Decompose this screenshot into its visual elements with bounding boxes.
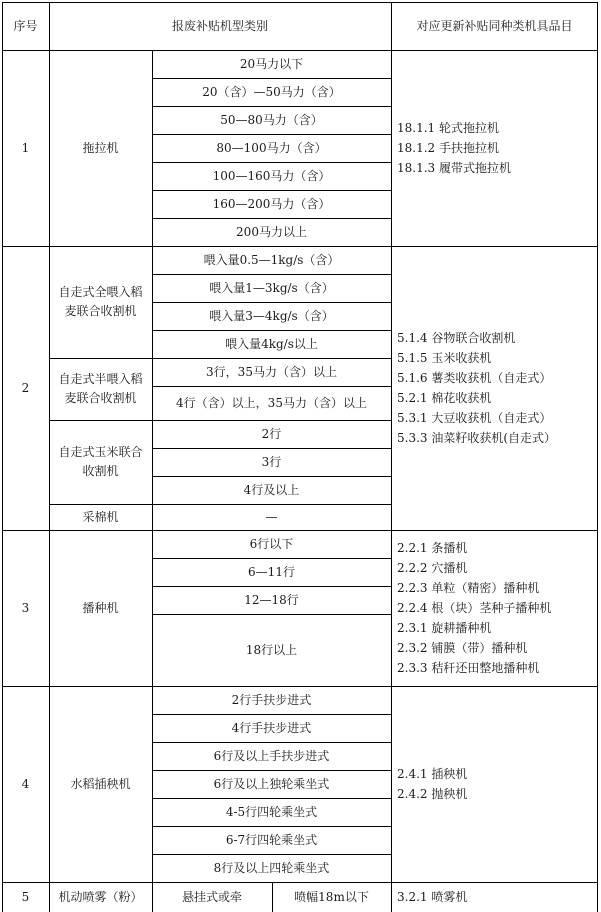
spec-divider bbox=[152, 448, 391, 449]
item-line: 2.2.3 单粒（精密）播种机 bbox=[397, 581, 540, 595]
item-line: 5.1.4 谷物联合收割机 bbox=[397, 331, 516, 345]
spec-divider bbox=[152, 106, 391, 107]
item-line: 2.3.1 旋耕播种机 bbox=[397, 621, 492, 635]
category-cell: 拖拉机 bbox=[82, 140, 119, 155]
spec-cell: 6-7行四轮乘坐式 bbox=[225, 832, 318, 847]
spec-divider bbox=[152, 614, 391, 615]
spec-divider bbox=[152, 476, 391, 477]
category-cell: 采棉机 bbox=[82, 509, 119, 524]
spec-divider bbox=[152, 218, 391, 219]
row-divider bbox=[2, 882, 598, 883]
replacement-items bbox=[391, 686, 598, 882]
table-border-left bbox=[2, 2, 3, 912]
item-line: 18.1.2 手扶拖拉机 bbox=[397, 141, 499, 155]
sub-row-divider bbox=[49, 504, 391, 505]
item-line: 18.1.1 轮式拖拉机 bbox=[397, 121, 499, 135]
spec-cell: 6行以下 bbox=[249, 536, 294, 551]
column-divider bbox=[391, 2, 392, 912]
item-line: 2.2.2 穴播机 bbox=[397, 561, 468, 575]
spec-cell: 80—100马力（含） bbox=[216, 140, 327, 155]
spec-cell: 18行以上 bbox=[245, 642, 298, 657]
spec-divider bbox=[152, 386, 391, 387]
table-border-top bbox=[2, 2, 598, 3]
item-line: 2.4.2 抛秧机 bbox=[397, 787, 468, 801]
spec-cell: 喂入量4kg/s以上 bbox=[225, 336, 318, 351]
row-no: 5 bbox=[21, 889, 30, 904]
spec-cell: 6行及以上独轮乘坐式 bbox=[213, 776, 330, 791]
spec-cell: 2行手扶步进式 bbox=[231, 692, 312, 707]
row-no: 3 bbox=[21, 600, 30, 615]
item-line: 5.2.1 棉花收获机 bbox=[397, 391, 492, 405]
item-line: 2.2.1 条播机 bbox=[397, 541, 468, 555]
item-line: 5.1.5 玉米收获机 bbox=[397, 351, 492, 365]
spec-cell: 100—160马力（含） bbox=[212, 168, 331, 183]
spec-cell: 喂入量1—3kg/s（含） bbox=[209, 280, 334, 295]
spec-cell: 4行（含）以上，35马力（含）以上 bbox=[176, 395, 367, 410]
spec-divider bbox=[152, 274, 391, 275]
spec-divider bbox=[152, 854, 391, 855]
category-cell: 自走式玉米联合收割机 bbox=[58, 445, 143, 478]
row-no: 4 bbox=[21, 776, 30, 791]
spec-divider bbox=[152, 302, 391, 303]
spec-divider bbox=[152, 558, 391, 559]
item-line: 2.4.1 插秧机 bbox=[397, 767, 468, 781]
row-no: 2 bbox=[21, 380, 30, 395]
spec-cell: 3行，35马力（含）以上 bbox=[206, 364, 337, 379]
spec-cell: 160—200马力（含） bbox=[212, 196, 331, 211]
spec-cell: 8行及以上四轮乘坐式 bbox=[213, 860, 330, 875]
category-cell: 播种机 bbox=[82, 600, 119, 615]
item-line: 5.3.3 油菜籽收获机(自走式） bbox=[397, 431, 557, 445]
spec-divider bbox=[152, 826, 391, 827]
sub-row-divider bbox=[49, 358, 391, 359]
replacement-item: 3.2.1 喷雾机 bbox=[397, 889, 468, 904]
category-cell: 自走式半喂入稻麦联合收割机 bbox=[58, 372, 143, 405]
category-cell: 水稻插秧机 bbox=[70, 776, 131, 791]
row-divider bbox=[2, 246, 598, 247]
spec-cell: — bbox=[265, 509, 278, 524]
header-no: 序号 bbox=[13, 18, 38, 33]
replacement-items bbox=[391, 246, 598, 530]
category-cell: 自走式全喂入稻麦联合收割机 bbox=[58, 285, 143, 318]
item-line: 2.3.2 铺膜（带）播种机 bbox=[397, 641, 528, 655]
item-line: 2.3.3 秸秆还田整地播种机 bbox=[397, 661, 540, 675]
replacement-items bbox=[391, 530, 598, 686]
spec-cell: 喷幅18m以下 bbox=[294, 889, 369, 904]
item-line: 18.1.3 履带式拖拉机 bbox=[397, 161, 511, 175]
item-line: 2.2.4 根（块）茎种子播种机 bbox=[397, 601, 552, 615]
spec-divider bbox=[152, 190, 391, 191]
spec-divider bbox=[152, 134, 391, 135]
spec-divider bbox=[152, 78, 391, 79]
spec-cell: 6行及以上手扶步进式 bbox=[213, 748, 330, 763]
spec-divider bbox=[152, 586, 391, 587]
spec-divider bbox=[152, 162, 391, 163]
column-divider bbox=[152, 50, 153, 912]
row-divider bbox=[2, 686, 598, 687]
spec-cell: 2行 bbox=[261, 426, 282, 441]
spec-cell: 50—80马力（含） bbox=[220, 112, 323, 127]
spec-divider bbox=[152, 770, 391, 771]
spec-cell: 4-5行四轮乘坐式 bbox=[225, 804, 318, 819]
replacement-items bbox=[391, 50, 598, 246]
sub-category-cell: 悬挂式或牵 bbox=[181, 889, 242, 904]
spec-cell: 20马力以下 bbox=[239, 56, 304, 71]
spec-cell: 200马力以上 bbox=[236, 224, 307, 239]
item-line: 5.3.1 大豆收获机（自走式） bbox=[397, 411, 552, 425]
sub-row-divider bbox=[49, 420, 391, 421]
spec-cell: 喂入量3—4kg/s（含） bbox=[209, 308, 334, 323]
spec-cell: 4行手扶步进式 bbox=[231, 720, 312, 735]
spec-cell: 12—18行 bbox=[244, 592, 299, 607]
category-cell: 机动喷雾（粉） bbox=[58, 889, 143, 904]
row-no: 1 bbox=[21, 140, 30, 155]
spec-cell: 20（含）—50马力（含） bbox=[202, 84, 341, 99]
row-divider bbox=[2, 530, 598, 531]
spec-cell: 6—11行 bbox=[248, 564, 295, 579]
spec-divider bbox=[152, 330, 391, 331]
header-scrap-type: 报废补贴机型类别 bbox=[171, 18, 268, 33]
spec-cell: 3行 bbox=[261, 454, 282, 469]
row-divider bbox=[2, 50, 598, 51]
spec-divider bbox=[152, 714, 391, 715]
table-border-right bbox=[597, 2, 598, 912]
column-divider bbox=[49, 2, 50, 912]
column-divider bbox=[272, 882, 273, 912]
spec-divider bbox=[152, 798, 391, 799]
item-line: 5.1.6 薯类收获机（自走式） bbox=[397, 371, 552, 385]
spec-cell: 喂入量0.5—1kg/s（含） bbox=[203, 252, 340, 267]
header-replacement: 对应更新补贴同种类机具品目 bbox=[416, 18, 573, 33]
spec-divider bbox=[152, 742, 391, 743]
spec-cell: 4行及以上 bbox=[243, 482, 300, 497]
